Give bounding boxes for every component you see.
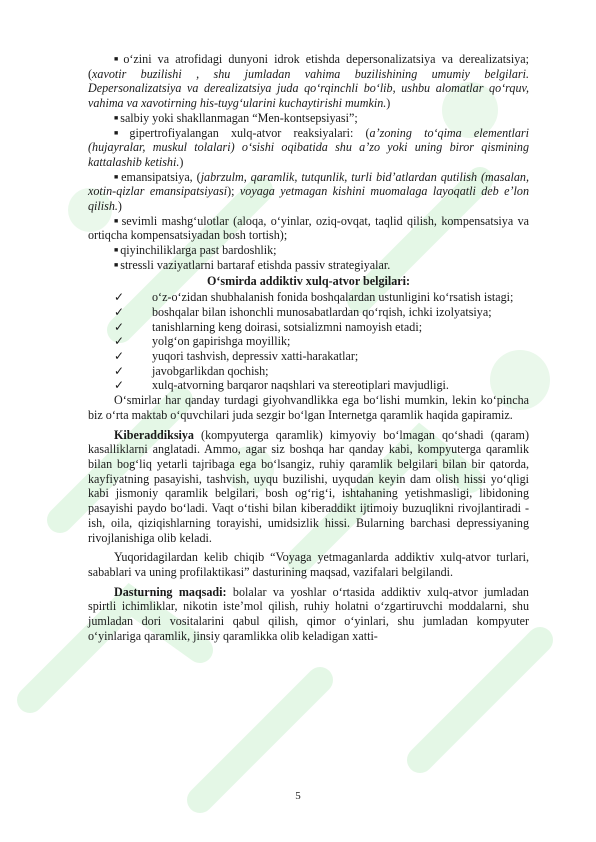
check-list <box>88 290 529 393</box>
check-mark-icon: ✓ <box>114 319 125 334</box>
check-item-text: boshqalar bilan ishonchli munosabatlardan qo‘rqish, ichki izolyatsiya; <box>152 304 492 319</box>
check-mark-icon: ✓ <box>114 304 125 319</box>
document-page <box>88 52 529 643</box>
text-run: gipertrofiyalangan xulq-atvor reaksiyalari: ( <box>129 125 370 140</box>
text-run: ); <box>227 184 240 199</box>
bullet-list <box>88 52 529 273</box>
check-mark-icon: ✓ <box>114 349 125 364</box>
text-run: (kompyuterga qaramlik) kimyoviy bo‘lmagan qo‘shadi (qaram) kasalliklarni anglatadi. Ammo, agar siz boshqa har qanday kabi, kompyuterga qaramlik bilan bog‘liq yetarli tajribaga ega bo‘lsangiz, ruhiy qaramlik belgilari bilan bir qatorda, kayfiyatning pasayishi, tashvish, uyqu buzilishi, uyqudan keyin dam olish hissi yo‘qligi kabi jismoniy qaramlik belgilari, bosh og‘rig‘i, ishtahaning yetishmasligi, libidoning pasayishi paydo bo‘ladi. Vaqt o‘tishi bilan kiberaddikt ijtimoiy buzuqlikni rivojlantiradi - ish, oila, qiziqishlarning torayishi, umidsizlik hissi. Bularning barchasi depressiyaning rivojlanishiga olib keladi. <box>88 427 529 545</box>
text-run: o‘zini va atrofidagi dunyoni idrok etishda depersonalizatsiya va derealizatsiya; ( <box>88 52 529 81</box>
check-item <box>88 305 529 320</box>
italic-text: jabrzulm, qaramlik, tutqunlik, turli bid’atlardan qutilish (masalan, xotin-qizlar emansipatsiyasi <box>88 169 529 199</box>
text-run: Yuqoridagilardan kelib chiqib “Voyaga yetmaganlarda addiktiv xulq-atvor turlari, sabablari va uning profilaktikasi” dasturining maqsad, vazifalari belgilandi. <box>88 550 529 579</box>
bullet-item <box>88 111 529 126</box>
check-mark-icon: ✓ <box>114 290 125 305</box>
body-paragraph <box>88 428 529 546</box>
italic-text: voyaga yetmagan kishini muomalaga layoqatli deb e’lon qilish. <box>88 184 529 214</box>
text-run: qiyinchiliklarga past bardoshlik; <box>120 243 277 258</box>
check-item <box>88 334 529 349</box>
body-paragraph <box>88 585 529 644</box>
body-paragraph <box>88 550 529 579</box>
bullet-item <box>88 258 529 273</box>
check-item-text: javobgarlikdan qochish; <box>152 363 269 378</box>
section-heading: O‘smirda addiktiv xulq-atvor belgilari: <box>206 273 411 288</box>
bold-term: Kiberaddiksiya <box>114 427 194 442</box>
check-item-text: yolg‘on gapirishga moyillik; <box>152 334 291 349</box>
check-mark-icon: ✓ <box>114 334 125 349</box>
bold-term: Dasturning maqsadi: <box>114 584 227 599</box>
check-item-text: xulq-atvorning barqaror naqshlari va stereotiplari mavjudligi. <box>152 378 449 393</box>
check-mark-icon: ✓ <box>114 378 125 393</box>
check-item <box>88 290 529 305</box>
body-text <box>88 393 529 643</box>
text-run: ) <box>179 154 184 169</box>
text-run: O‘smirlar har qanday turdagi giyohvandlikka ega bo‘lishi mumkin, lekin ko‘pincha biz o‘rta maktab o‘quvchilari juda sezgir bo‘lgan Internetga qaramlik haqida gapiramiz. <box>88 393 529 422</box>
check-item <box>88 349 529 364</box>
bullet-item <box>88 214 529 243</box>
check-item <box>88 364 529 379</box>
bullet-item <box>88 243 529 258</box>
check-item-text: o‘z-o‘zidan shubhalanish fonida boshqalardan ustunligini ko‘rsatish istagi; <box>152 290 514 305</box>
italic-text: a’zoning to‘qima elementlari (hujayralar, muskul tolalari) o‘sishi oqibatida shu a’zo yoki uning biror qismining kattalashib ketishi. <box>88 125 529 169</box>
check-item-text: tanishlarning keng doirasi, sotsializmni namoyish etadi; <box>152 319 423 334</box>
bullet-item <box>88 170 529 214</box>
check-item-text: yuqori tashvish, depressiv xatti-harakatlar; <box>152 349 359 364</box>
check-mark-icon: ✓ <box>114 363 125 378</box>
text-run: emansipatsiya, ( <box>121 169 201 184</box>
check-item <box>88 320 529 335</box>
italic-text: xavotir buzilishi , shu jumladan vahima buzilishining umumiy belgilari. Depersonalizatsiya va derealizatsiya juda qo‘rqinchli bo‘lib, ushbu alomatlar qo‘rquv, vahima va xavotirning his-tuyg‘ularini kuchaytirishi mumkin. <box>88 66 529 111</box>
text-run: stressli vaziyatlarni bartaraf etishda passiv strategiyalar. <box>120 257 391 272</box>
text-run: bolalar va yoshlar o‘rtasida addiktiv xulq-atvor jumladan spirtli ichimliklar, nikotin iste’mol qilish, ruhiy holatni o‘zgartiruvchi moddalarni, shu jumladan dori vositalarini qabul qilish, qimor o‘yinlari, shu jumladan kompyuter o‘yinlariga qaramlik, jinsiy qaramlikka olib keladigan xatti- <box>88 584 529 643</box>
check-item <box>88 378 529 393</box>
bullet-item <box>88 126 529 170</box>
page-number: 5 <box>295 790 301 802</box>
body-paragraph <box>88 393 529 422</box>
bullet-item <box>88 52 529 111</box>
text-run: ) <box>117 199 122 214</box>
text-run: sevimli mashg‘ulotlar (aloqa, o‘yinlar, oziq-ovqat, taqlid qilish, kompensatsiya va ortiqcha kompensatsiyadan bosh tortish); <box>88 213 529 243</box>
text-run: ) <box>386 96 391 111</box>
text-run: salbiy yoki shakllanmagan “Men-kontsepsiyasi”; <box>120 110 358 125</box>
